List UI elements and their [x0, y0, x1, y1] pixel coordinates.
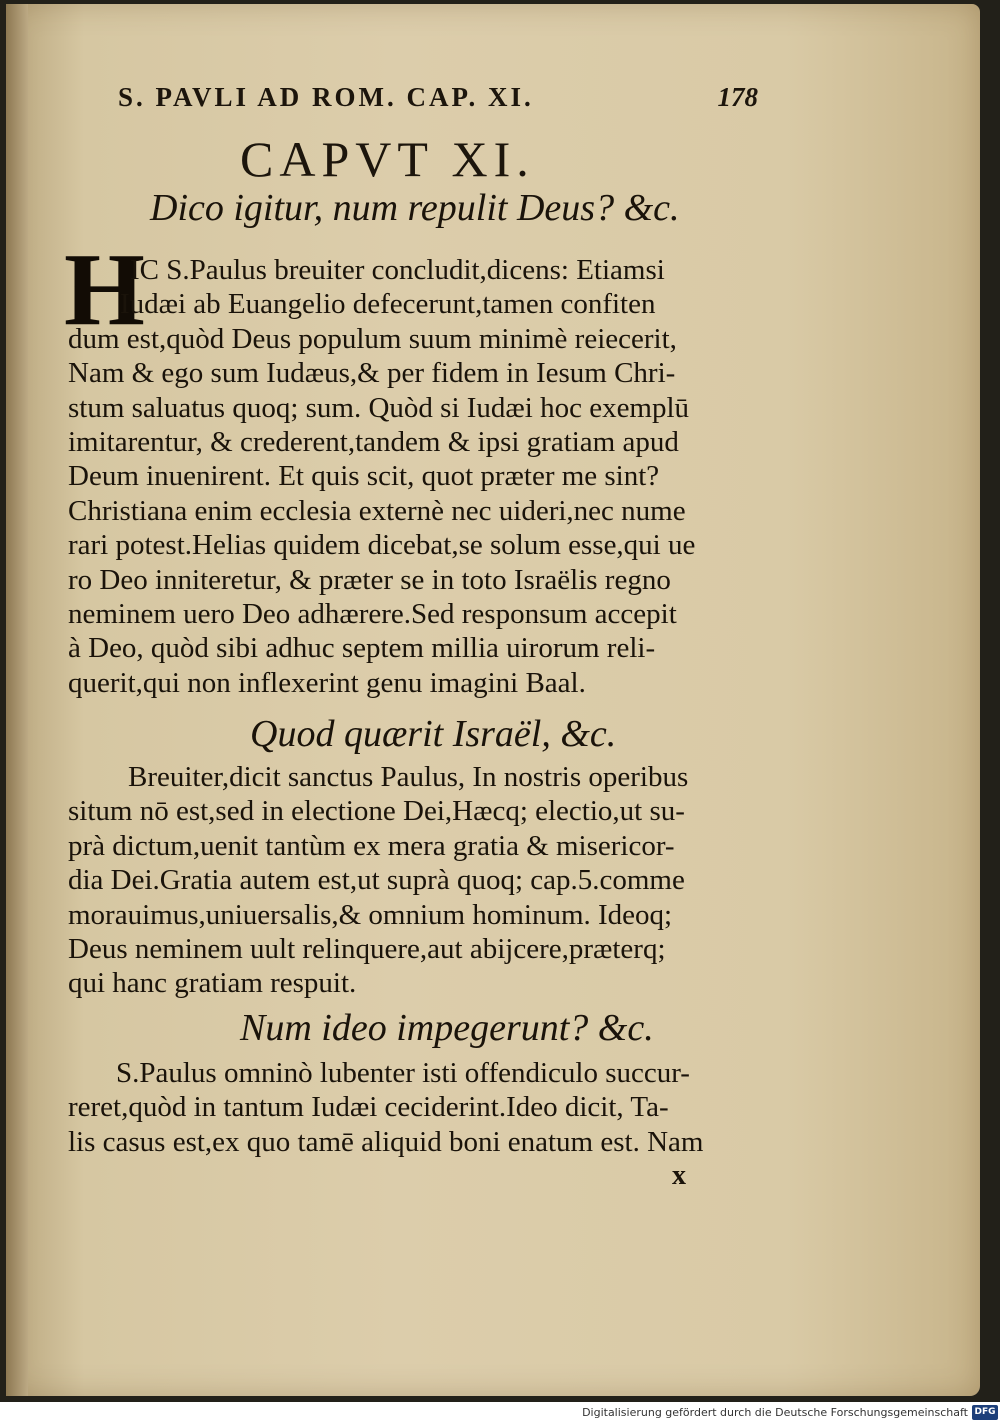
text-line: Iudæi ab Euangelio defecerunt,tamen confiten: [120, 288, 656, 321]
text-line: dum est,quòd Deus populum suum minimè reiecerit,: [68, 322, 677, 355]
text-line: prà dictum,uenit tantùm ex mera gratia & misericor-: [68, 829, 675, 862]
paragraph-1: [68, 253, 768, 700]
text-line: qui hanc gratiam respuit.: [68, 967, 357, 1000]
text-line: Nam & ego sum Iudæus,& per fidem in Iesum Chri-: [68, 357, 676, 390]
text-line: IC S.Paulus breuiter concludit,dicens: Etiamsi: [130, 254, 665, 286]
text-line: à Deo, quòd sibi adhuc septem millia uirorum reli-: [68, 632, 656, 665]
text-line: S.Paulus omninò lubenter isti offendiculo succur-: [116, 1057, 690, 1089]
digitization-credit: Digitalisierung gefördert durch die Deutsche Forschungsgemeinschaft: [582, 1406, 968, 1419]
text-line: situm nō est,sed in electione Dei,Hæcq; electio,ut su-: [68, 795, 685, 828]
text-line: neminem uero Deo adhærere.Sed responsum accepit: [68, 597, 677, 630]
text-line: Breuiter,dicit sanctus Paulus, In nostris operibus: [128, 761, 689, 793]
section-heading-3: Num ideo impegerunt? &c.: [240, 1007, 654, 1049]
text-line: rari potest.Helias quidem dicebat,se solum esse,qui ue: [68, 529, 696, 562]
text-line: imitarentur, & crederent,tandem & ipsi gratiam apud: [68, 425, 679, 458]
paragraph-3: [68, 1056, 768, 1159]
page-number: 178: [717, 82, 758, 112]
chapter-title: CAPVT XI.: [240, 131, 535, 187]
text-line: ro Deo inniteretur, & præter se in toto Israëlis regno: [68, 563, 671, 596]
text-line: Deus neminem uult relinquere,aut abijcere,præterq;: [68, 932, 666, 965]
drop-capital: H: [64, 232, 145, 347]
paragraph-2: [68, 760, 768, 1001]
signature-mark: x: [672, 1160, 686, 1191]
text-line: lis casus est,ex quo tamē aliquid boni enatum est. Nam: [68, 1125, 704, 1158]
text-line: dia Dei.Gratia autem est,ut suprà quoq; cap.5.comme: [68, 864, 685, 897]
text-line: morauimus,uniuersalis,& omnium hominum. Ideoq;: [68, 898, 673, 931]
page-gutter: [6, 4, 28, 1396]
section-heading-2: Quod quærit Israël, &c.: [250, 713, 617, 755]
text-line: querit,qui non inflexerint genu imagini Baal.: [68, 666, 586, 699]
text-line: stum saluatus quoq; sum. Quòd si Iudæi hoc exemplū: [68, 391, 690, 424]
running-head: [118, 82, 758, 116]
text-line: reret,quòd in tantum Iudæi ceciderint.Ideo dicit, Ta-: [68, 1091, 669, 1124]
text-line: Christiana enim ecclesia externè nec uideri,nec nume: [68, 494, 686, 527]
section-heading-1: Dico igitur, num repulit Deus? &c.: [150, 187, 680, 229]
text-line: Deum inuenirent. Et quis scit, quot præter me sint?: [68, 460, 660, 493]
running-head-title: S. PAVLI AD ROM. CAP. XI.: [118, 82, 534, 112]
dfg-logo-icon[interactable]: DFG: [972, 1405, 998, 1420]
